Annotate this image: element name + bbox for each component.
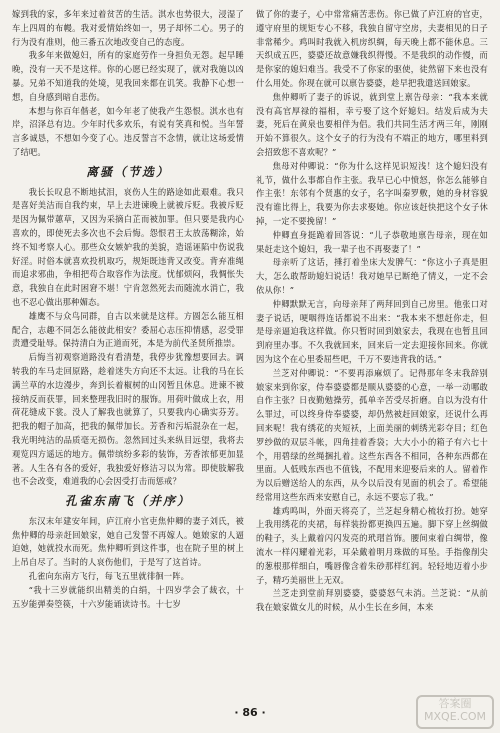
right-column bbox=[256, 8, 488, 704]
textbook-page bbox=[12, 8, 488, 704]
paragraph: 兰芝对仲卿说：“不要再添麻烦了。记得那年冬末我辞别娘家来到你家，侍奉婆婆都是顺从婆婆的心意，一举一动哪敢自作主张？日夜勤勉操劳，孤单辛苦受尽折磨。自以为没有什么罪过，可以终身侍奉婆婆，却仍然被赶回娘家，还说什么再回来呢！我有绣花的夹短袄，上面美丽的刺绣光彩夺目；红色罗纱做的双层斗帐，四角挂着香袋；大大小小的箱子有六七十个，用碧绿的丝绳捆扎着。这些东西各不相同，各种东西都在里面。人低贱东西也不值钱，不配用来迎娶后来的人。留着作为以后赠送给人的东西，从今以后没有见面的机会了。希望能经常用这些东西来安慰自己，永远不要忘了我。” bbox=[256, 367, 488, 502]
paragraph: 本想与你百年偕老，如今年老了使我产生怨恨。淇水也有岸，沼泽总有边。少年时代多欢乐，有说有笑真和悦。当年誓言多诚恳，不想如今变了心。违反誓言不念情，就让这场爱情了结吧。 bbox=[12, 105, 244, 157]
paragraph: 我长长叹息不断地拭泪，哀伤人生的路途如此艰难。我只是喜好美洁而自我约束，早上去进谏晚上就被斥贬。我被斥贬是因为佩带蕙草，又因为采摘白芷而被加罪。但只要是我内心喜欢的，即使死去多次也不会后悔。怨恨君王太放荡糊涂，始终不知考察人心。那些众女嫉妒我的美貌，造谣诬陷中伤说我好淫。时俗本就喜欢投机取巧，规矩既违背又改变。背弃准绳而追求邪曲，争相把苟合取容作为法度。忧郁烦闷，我惆怅失意，我独自在此时困窘不堪！宁肯忽然死去而随流水消亡，我也不忍心做出那种媚态。 bbox=[12, 186, 244, 307]
paragraph: 仲卿默默无言，向母亲拜了两拜回到自己房里。他张口对妻子说话，哽咽得连话都说不出来：“我本来不想赶你走，但是母亲逼迫我这样做。你只暂时回到娘家去，我现在也暂且回到府里办事。不久我就回来，回来后一定去迎接你回来。你就因为这个在心里委屈些吧，千万不要违背我的话。” bbox=[256, 298, 488, 364]
paragraph: 雄鹰不与众鸟同群，自古以来就是这样。方圆怎么能互相配合，志趣不同怎么能彼此相安？委屈心志压抑情感，忍受罪责遭受耻辱。保持清白为正道而死，本是为前代圣贤所推崇。 bbox=[12, 310, 244, 349]
paragraph: 兰芝走到堂前拜别婆婆，婆婆怒气未消。兰芝说：“从前我在娘家做女儿的时候，从小生长在乡间，本来 bbox=[256, 588, 488, 613]
paragraph: 母亲听了这话，捶打着坐床大发脾气：“你这小子真是胆大，怎么敢帮助媳妇说话！我对她早已断绝了情义，一定不会依从你！” bbox=[256, 257, 488, 295]
watermark-line: 答案圈 bbox=[438, 697, 472, 710]
left-column bbox=[12, 8, 244, 704]
paragraph: 仲卿直身挺跪着回答说：“儿子恭敬地禀告母亲，现在如果赶走这个媳妇，我一辈子也不再娶妻了！” bbox=[256, 229, 488, 254]
section-title-lisao: 离骚（节选） bbox=[85, 164, 170, 179]
paragraph: 雄鸡鸣叫，外面天将亮了，兰芝起身精心梳妆打扮。她穿上我用绣花的夹裙，每样装扮都更换四五遍。脚下穿上丝绸做的鞋子，头上戴着闪闪发亮的玳瑁首饰。腰间束着白绸带，像流水一样闪耀着光彩，耳朵戴着明月珠做的耳坠。手指像削尖的葱根那样细白，嘴唇像含着朱砂那样红润。轻轻地迈着小步子，精巧美丽世上无双。 bbox=[256, 505, 488, 585]
section-title-kongque: 孔雀东南飞（并序） bbox=[64, 494, 191, 509]
paragraph: 做了你的妻子，心中常常痛苦悲伤。你已做了庐江府的官吏，遵守府里的规矩专心不移，我独自留守空房，夫妻相见的日子非常稀少。鸡叫时我就入机房织绸，每天晚上都不能休息。三天织成五匹，婆婆还故意嫌我织得慢。不是我织的动作慢，而是你家的媳妇难当。我受不了你家的驱使，徒然留下来也没有什么用处。你现在就可以禀告婆婆，趁早把我遣送回娘家。 bbox=[256, 9, 488, 88]
watermark-logo bbox=[416, 695, 494, 729]
paragraph: 东汉末年建安年间，庐江府小官吏焦仲卿的妻子刘氏，被焦仲卿的母亲赶回娘家，她自己发誓不再嫁人。她娘家的人逼迫她，她就投水而死。焦仲卿听到这件事，也在院子里的树上上吊自尽了。当时的人哀伤他们，于是写了这首诗。 bbox=[12, 515, 244, 568]
watermark-line: MXQE.COM bbox=[424, 710, 486, 723]
paragraph: 焦仲卿听了妻子的诉说，就到堂上禀告母亲：“我本来就没有高官厚禄的福相，幸亏娶了这个好媳妇。结发后成为夫妻，死后在黄泉也要相伴为侣。我们共同生活才两三年，刚刚开始不算很久。这个女子的行为没有不端正的地方，哪里料到会招致您不喜欢呢？” bbox=[256, 91, 488, 157]
paragraph: 孔雀向东南方飞行，每飞五里就徘徊一阵。 bbox=[28, 571, 190, 582]
paragraph: 焦母对仲卿说：“你为什么这样见识短浅！这个媳妇没有礼节，做什么事都自作主张。我早已心中愤怒，你怎么能够自作主张！东邻有个贤惠的女子，名字叫秦罗敷，她的身材容貌没有谁比得上，我要为你去求娶她。你应该赶快把这个女子休掉，一定不要挽留！” bbox=[256, 160, 488, 226]
paragraph: 嫁到我的家，多年来过着贫苦的生活。淇水也势很大，浸湿了车上四周的布幔。我对爱情始终如一，男子却怀二心。男子的行为没有准则，他三番五次地改变自己的态度。 bbox=[12, 9, 244, 47]
paragraph: 后悔当初观察道路没有看清楚，我停步犹豫想要回去。调转我的车马走回原路，趁着迷失方向还不太远。让我的马在长满兰草的水边漫步，奔到长着椒树的山冈暂且休息。进谏不被接纳反而获罪，回来整理我旧时的服饰。用荷叶做成上衣，用荷花缝成下裳。没人了解我也就算了，只要我内心确实芬芳。把我的帽子加高，把我的佩带加长。芳香和污垢混杂在一起，我光明纯洁的品质毫无损伤。忽然回过头来纵目远望，我将去观览四方遥远的地方。佩带缤纷多彩的装饰，芳香浓郁更加显著。人生各有各的爱好，我独爱好修洁习以为常。即使肢解我也不会改变，难道我的心会因受打击而惩戒？ bbox=[12, 352, 244, 487]
page-number: · 86 · bbox=[234, 706, 266, 719]
paragraph: “我十三岁就能织出精美的白绢，十四岁学会了裁衣，十五岁能弹奏箜篌，十六岁能诵读诗书。十七岁 bbox=[12, 584, 244, 609]
paragraph: 我多年来做媳妇，所有的家庭劳作一身担负无怨。起早睡晚，没有一天不是这样。你的心愿已经实现了，就对我施以凶暴。兄弟不知道我的处境，见我回来都在讥笑。我静下心想一想，自身感到暗自悲伤。 bbox=[12, 50, 244, 102]
